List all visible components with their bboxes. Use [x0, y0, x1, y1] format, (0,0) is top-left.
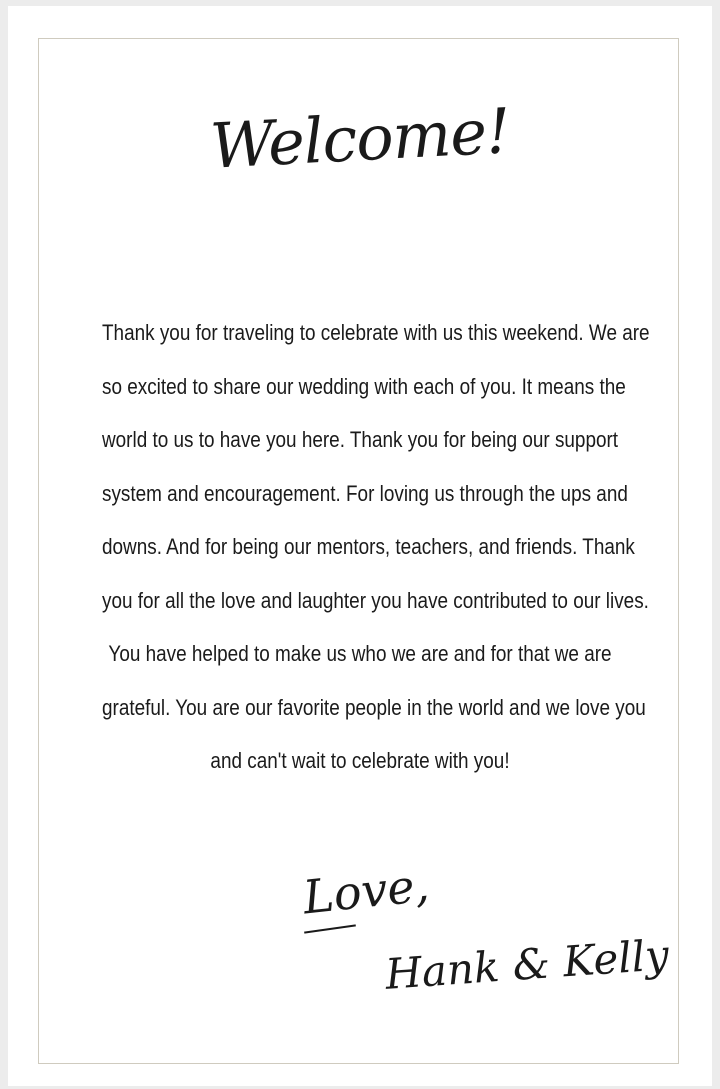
- welcome-message: [102, 306, 650, 788]
- message-line: world to us to have you here. Thank you for being our support: [102, 427, 619, 452]
- message-line: You have helped to make us who we are and for that we are: [108, 641, 612, 666]
- signature-names: Hank & Kelly: [383, 930, 671, 999]
- closing-love: Love,: [300, 857, 432, 925]
- document-page: [8, 6, 712, 1086]
- message-line: and can't wait to celebrate with you!: [210, 748, 510, 773]
- message-line: system and encouragement. For loving us through the ups and: [102, 480, 628, 506]
- message-line: Thank you for traveling to celebrate with us this weekend. We are: [102, 320, 650, 345]
- message-line: so excited to share our wedding with each of you. It means the: [102, 373, 626, 399]
- welcome-title: Welcome!: [208, 94, 512, 183]
- message-line: downs. And for being our mentors, teachers, and friends. Thank: [102, 534, 635, 559]
- message-line: you for all the love and laughter you have contributed to our lives.: [102, 587, 649, 613]
- message-line: grateful. You are our favorite people in the world and we love you: [102, 694, 646, 720]
